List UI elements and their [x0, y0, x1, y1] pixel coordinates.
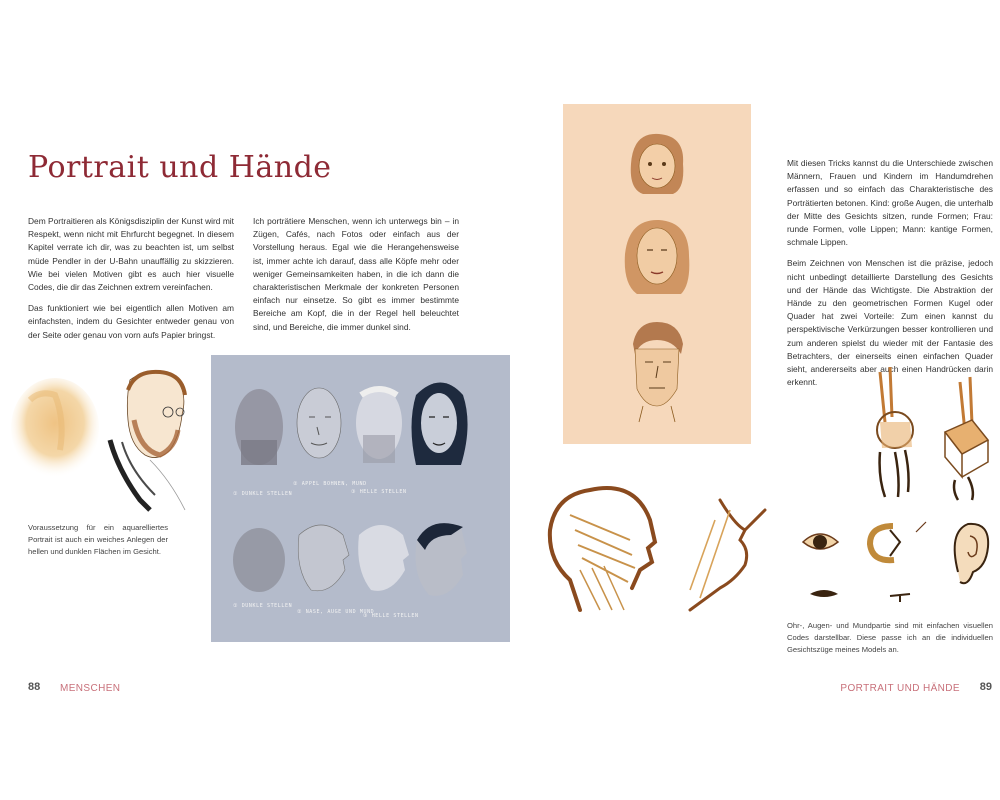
woman-portrait: [625, 220, 690, 294]
sketch-label-front-2: ② APPEL BOHNEN, MUND: [293, 481, 367, 487]
age-portraits-panel: [563, 104, 751, 444]
profile-structure-sketch: [540, 470, 780, 620]
facial-codes-sketch: [798, 512, 998, 612]
sketch-label-front-3: ③ HELLE STELLEN: [351, 489, 407, 495]
side-head-man: [416, 523, 468, 596]
paragraph: Dem Portraitieren als Königsdisziplin der Kunst wird mit Respekt, wenn nicht mit Ehrfurcht begegnet. In diesem Kapitel verrate ich dir, was zu beachten ist, um selbst müde Pendler in der U-Bahn unauffällig zu skizzieren. Wie bei vielen Motiven gibt es auch hier visuelle Codes, die dir das Zeichnen extrem vereinfachen.: [28, 216, 234, 293]
side-head-dark: [233, 528, 285, 592]
mouth-code: [890, 594, 910, 602]
eye-closed-code: [810, 590, 838, 597]
page-number-left: 88: [28, 681, 41, 693]
paragraph: Beim Zeichnen von Menschen ist die präzise, jedoch nicht unbedingt detaillierte Darstellung des Gesichts und der Hände das Wichtigste. Die Abstraktion der Hände zu den geometrischen Formen Kugel oder Quader hat zwei Vorteile: Zum einen kannst du perspektivische Verkürzungen besser kontrollieren und zum anderen spielst du wieder mit der Fantasie des Betrachters, der einerseits einen einfachen Quader sieht, andererseits aber auch einen Handrücken darin erkennt.: [787, 258, 993, 388]
caption-text: Ohr-, Augen- und Mundpartie sind mit einfachen visuellen Codes darstellbar. Diese passe ich an die individuellen Gesichtszüge meines Models an.: [787, 621, 993, 654]
caption-text: Voraussetzung für ein aquarelliertes Portrait ist auch ein weiches Anlegen der hellen und dunklen Flächen im Gesicht.: [28, 523, 168, 556]
page-title: Portrait und Hände: [28, 150, 332, 185]
front-head-woman: [412, 383, 468, 466]
eye-side-code: [870, 522, 926, 560]
head-sketch-panel: [211, 355, 510, 642]
section-label-left: MENSCHEN: [60, 683, 121, 694]
hand-geometry-sketch: [860, 362, 995, 502]
ear-code: [955, 524, 989, 583]
text-column-1: [28, 215, 234, 350]
side-head-features: [298, 525, 349, 591]
text-column-2: [253, 215, 459, 342]
page-number-right: 89: [979, 681, 992, 693]
sketch-label-side-3: ③ HELLE STELLEN: [363, 613, 419, 619]
caption-right: [787, 620, 993, 656]
sketch-label-side-1: ① DUNKLE STELLEN: [233, 603, 293, 609]
front-head-features: [297, 388, 341, 458]
sketch-label-front-1: ① DUNKLE STELLEN: [233, 491, 293, 497]
side-head-light: [358, 525, 409, 591]
eye-front-code: [803, 534, 838, 549]
front-head-light: [356, 387, 402, 463]
man-portrait: [633, 322, 683, 422]
paragraph: Das funktioniert wie bei eigentlich allen Motiven am einfachsten, indem du Gesichter entweder genau von der Seite oder genau von vorn aufs Papier bringst.: [28, 303, 234, 340]
caption-left: [28, 522, 168, 558]
watercolor-portrait-figure: [10, 360, 195, 520]
paragraph: Ich porträtiere Menschen, wenn ich unterwegs bin – in Zügen, Cafés, nach Fotos oder einfach aus der Vorstellung heraus. Egal wie die Herangehensweise ist, immer achte ich darauf, dass alle Köpfe mehr oder weniger Gemeinsamkeiten haben, in die ich dann die charakteristischen Merkmale der konkreten Personen einfach nur einsetze. So gibt es immer bestimmte Bereiche am Kopf, die in der Regel hell beleuchtet sind, und Bereiche, die immer dunkel sind.: [253, 216, 459, 332]
section-label-right: PORTRAIT UND HÄNDE: [840, 683, 960, 694]
front-head-dark: [235, 389, 283, 465]
child-portrait: [631, 134, 684, 194]
sketch-label-side-2: ② NASE, AUGE UND MUND: [297, 609, 375, 615]
paragraph: Mit diesen Tricks kannst du die Unterschiede zwischen Männern, Frauen und Kindern im Handumdrehen erfassen und so einfach das Charakteristische des Porträtierten betonen. Kind: große Augen, die unterhalb der Mitte des Gesichts sitzen, runde Formen; Frau: runde Formen, volle Lippen; Mann: kantige Formen, schmale Lippen.: [787, 158, 993, 248]
